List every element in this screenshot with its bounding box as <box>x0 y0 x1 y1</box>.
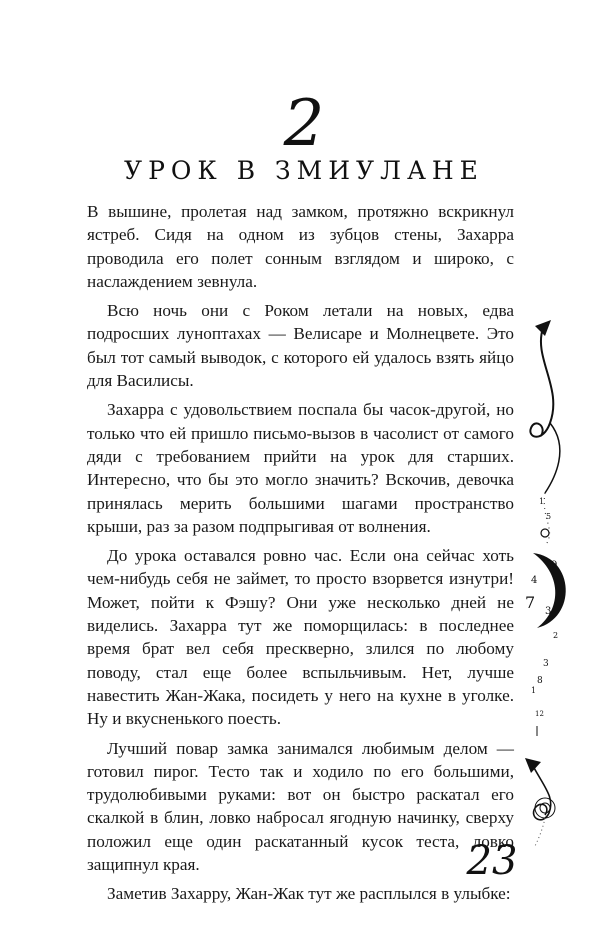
ornament-digit: 1 <box>539 497 545 506</box>
paragraph: Заметив Захарру, Жан-Жак тут же расплылся в улыбке: <box>107 884 511 904</box>
ornament-digit: 12 <box>535 710 544 718</box>
paragraph: До урока оставался ровно час. Если она сейчас хоть чем-нибудь себя не займет, то просто взорвется изнутри! Может, пойти к Фэшу? Они уже несколько дней не виделись. Захарра тут же поморщилась: в последнее время брат вел себя прескверно, злился по любому поводу, стал еще более вспыльчивым. Нет, лучше навестить Жан-Жака, посидеть у него на кухне в уголке. Ну и вкусненького поесть. <box>87 546 514 729</box>
ornament-digit: 7 <box>525 593 536 612</box>
ornament-digit: 1 <box>531 686 537 695</box>
ornament-digit: 4 <box>531 575 538 586</box>
body-text <box>87 200 514 912</box>
ornament-digit: 8 <box>537 676 543 686</box>
chapter-title: УРОК В ЗМИУЛАНЕ <box>124 156 484 185</box>
clock-vine-ornament-icon <box>515 318 590 848</box>
chapter-number: 2 <box>283 87 325 161</box>
paragraph: Лучший повар замка занимался любимым делом — готовил пирог. Тесто так и ходило по его большими, трудолюбивыми руками: вот он быстро раскатал его скалкой в блин, ловко набросал ягодную начинку, сверху положил еще один раскатанный кусок теста, ловко защипнул края. <box>87 738 514 875</box>
paragraph: Захарра с удовольствием поспала бы часок-другой, но только что ей пришло письмо-вызов в часолист от самого дяди с требованием прийти на урок для старших. Интересно, что бы это могло значить? Вскочив, девочка принялась мерить большими шагами пространство крыши, раз за разом подпрыгивая от волнения. <box>87 400 514 536</box>
ornament-digit: 3 <box>545 606 552 617</box>
ornament-digit: 2 <box>553 631 559 640</box>
paragraph: Всю ночь они с Роком летали на новых, едва подросших луноптахах — Велисаре и Молнецвете. Это был тот самый выводок, с которого ей удалось взять яйцо для Василисы. <box>87 301 514 391</box>
page-number: 23 <box>466 838 518 884</box>
ornament-digit: 9 <box>551 560 558 571</box>
paragraph: В вышине, пролетая над замком, протяжно вскрикнул ястреб. Сидя на одном из зубцов стены, Захарра проводила его полет сонным взглядом и широко, с наслаждением зевнула. <box>87 202 514 291</box>
ornament-digit: 3 <box>543 659 549 669</box>
ornament-digit: 5 <box>546 512 552 521</box>
